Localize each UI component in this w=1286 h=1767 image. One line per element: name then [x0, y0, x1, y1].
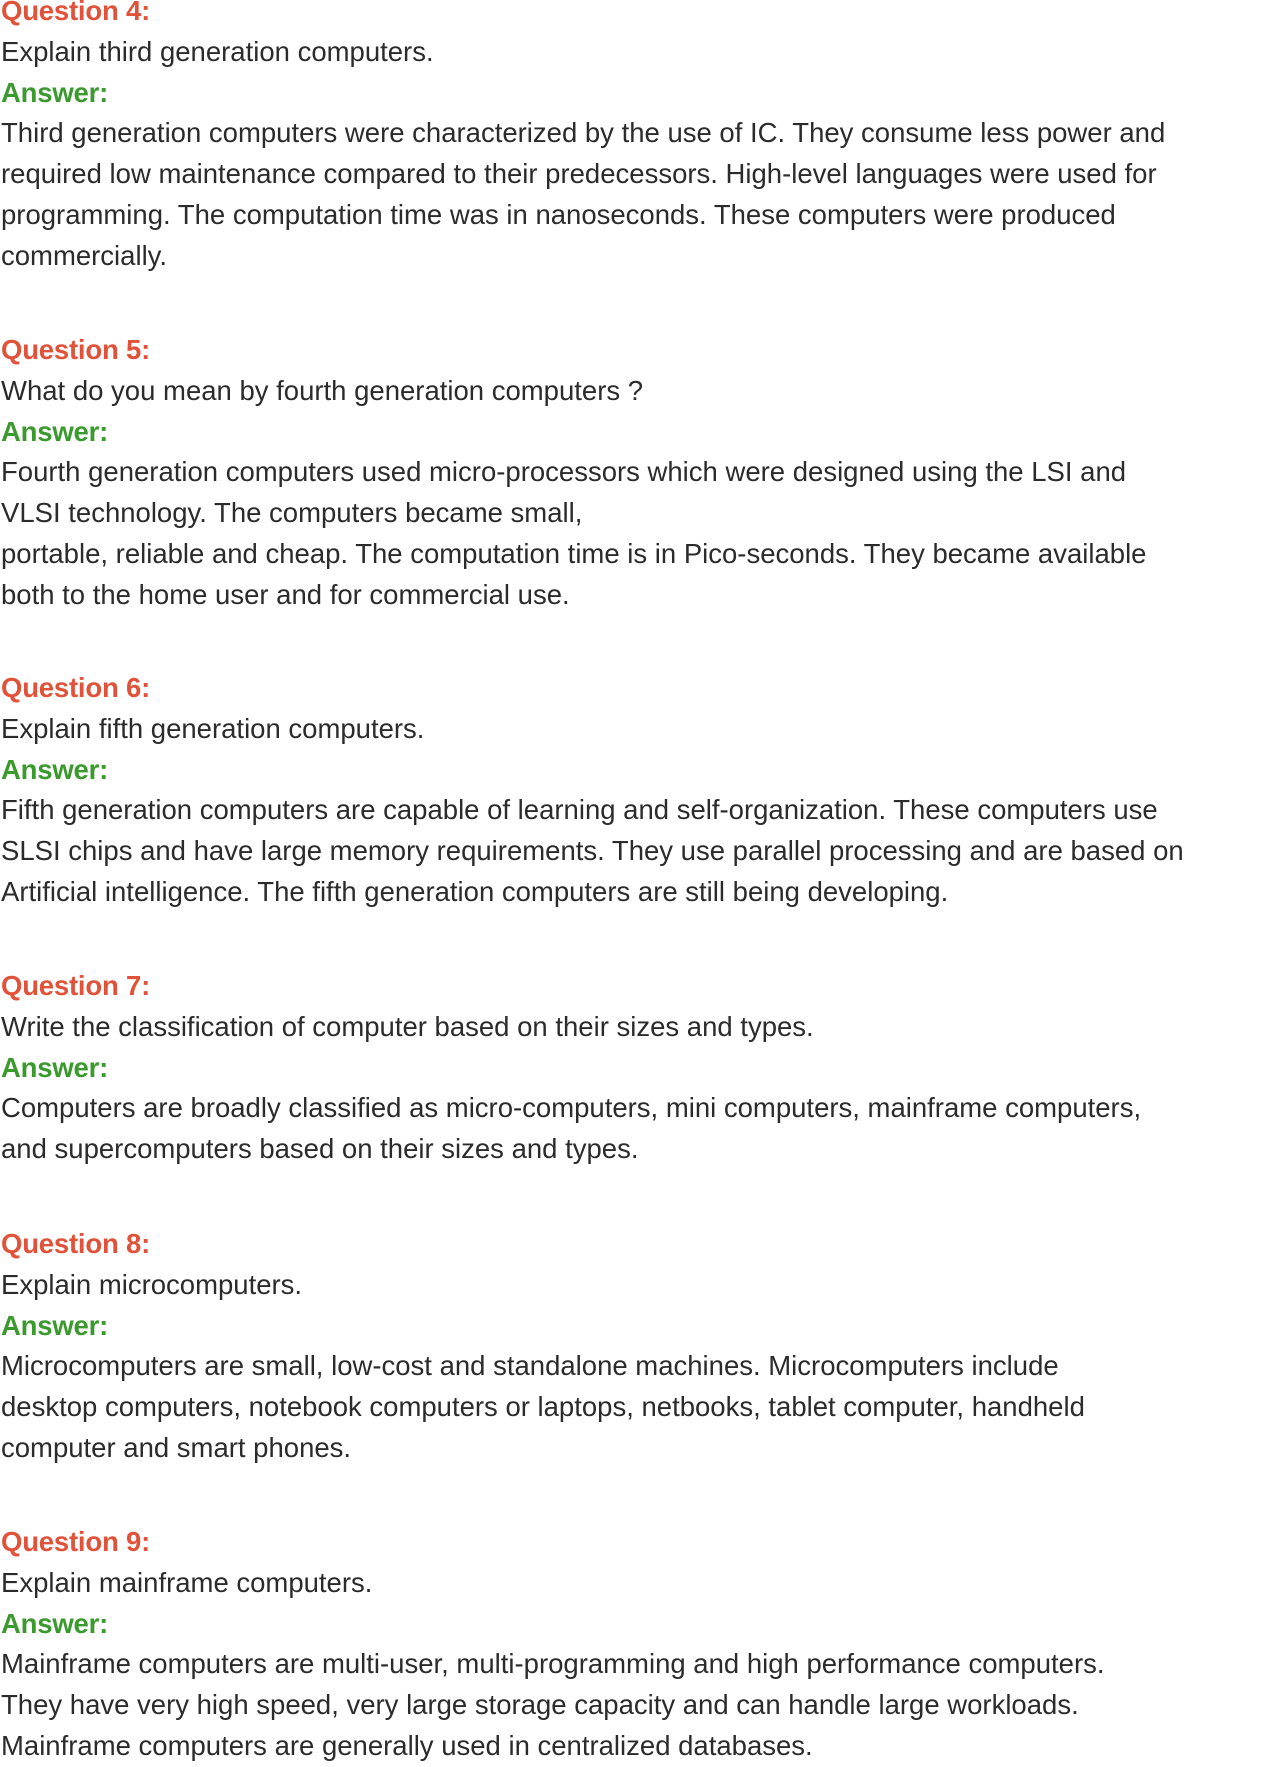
qa-block-5	[1, 330, 1283, 616]
answer-line: programming. The computation time was in nanoseconds. These computers were produced	[1, 198, 1116, 230]
answer-label: Answer:	[1, 753, 109, 785]
answer-line: Mainframe computers are multi-user, multi-programming and high performance computers.	[1, 1648, 1105, 1680]
answer-label: Answer:	[1, 1607, 109, 1639]
question-text: Write the classification of computer based on their sizes and types.	[1, 1010, 814, 1042]
question-text: Explain third generation computers.	[1, 35, 434, 67]
answer-label: Answer:	[1, 415, 109, 447]
qa-block-4	[1, 0, 1283, 277]
answer-line: and supercomputers based on their sizes and types.	[1, 1133, 639, 1165]
qa-block-7	[1, 966, 1283, 1170]
question-label: Question 4:	[1, 0, 151, 26]
answer-line: commercially.	[1, 239, 168, 271]
question-label: Question 7:	[1, 970, 151, 1001]
answer-line: They have very high speed, very large storage capacity and can handle large workloads.	[1, 1689, 1079, 1721]
answer-label: Answer:	[1, 1309, 109, 1341]
answer-line: Mainframe computers are generally used in centralized databases.	[1, 1729, 813, 1761]
answer-line: SLSI chips and have large memory requirements. They use parallel processing and are based on	[1, 835, 1184, 867]
answer-line: portable, reliable and cheap. The computation time is in Pico-seconds. They became available	[1, 537, 1147, 569]
answer-line: VLSI technology. The computers became small,	[1, 497, 583, 529]
answer-line: Artificial intelligence. The fifth generation computers are still being developing.	[1, 875, 949, 907]
answer-line: both to the home user and for commercial use.	[1, 578, 570, 610]
answer-line: desktop computers, notebook computers or laptops, netbooks, tablet computer, handheld	[1, 1391, 1085, 1423]
question-text: Explain microcomputers.	[1, 1268, 303, 1300]
question-label: Question 8:	[1, 1228, 151, 1259]
question-text: What do you mean by fourth generation computers ?	[1, 374, 644, 406]
question-text: Explain fifth generation computers.	[1, 712, 425, 744]
question-label: Question 5:	[1, 334, 151, 365]
answer-line: Microcomputers are small, low-cost and standalone machines. Microcomputers include	[1, 1350, 1059, 1382]
answer-label: Answer:	[1, 1051, 109, 1083]
answer-line: Computers are broadly classified as micro-computers, mini computers, mainframe computers,	[1, 1092, 1142, 1124]
question-text: Explain mainframe computers.	[1, 1566, 373, 1598]
answer-line: Fifth generation computers are capable of learning and self-organization. These computers use	[1, 794, 1158, 826]
question-label: Question 9:	[1, 1526, 151, 1557]
question-label: Question 6:	[1, 672, 151, 703]
qa-block-8	[1, 1224, 1283, 1469]
qa-block-9	[1, 1522, 1283, 1767]
answer-line: Fourth generation computers used micro-processors which were designed using the LSI and	[1, 456, 1127, 488]
qa-block-6	[1, 668, 1283, 913]
answer-line: computer and smart phones.	[1, 1431, 352, 1463]
answer-line: required low maintenance compared to their predecessors. High-level languages were used for	[1, 158, 1157, 190]
answer-line: Third generation computers were characterized by the use of IC. They consume less power and	[1, 117, 1166, 149]
answer-label: Answer:	[1, 76, 109, 108]
